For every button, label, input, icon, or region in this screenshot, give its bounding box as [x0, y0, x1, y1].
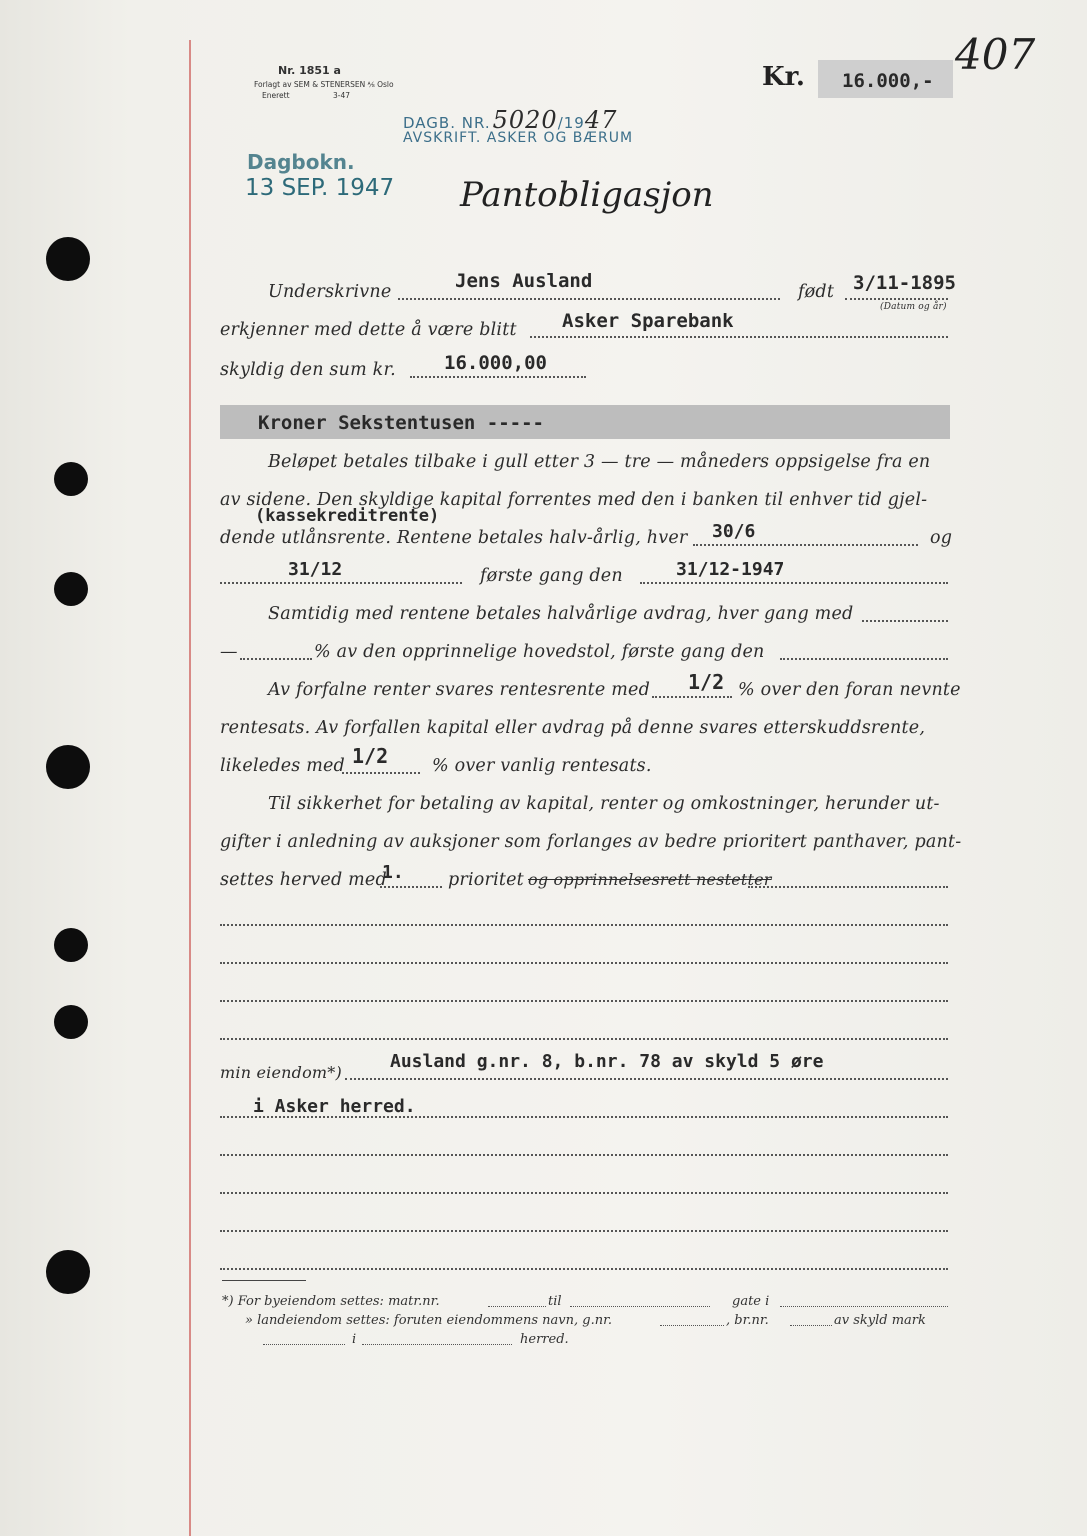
body-line: dende utlånsrente. Rentene betales halv-årlig, hver — [220, 528, 688, 548]
interest-insert: (kassekreditrente) — [255, 506, 440, 526]
amount-words: Kroner Sekstentusen ----- — [258, 412, 544, 434]
body-line: Beløpet betales tilbake i gull etter 3 — tre — måneders oppsigelse fra en — [268, 452, 931, 472]
body-line: prioritet — [448, 870, 524, 890]
penalty-rate-1: 1/2 — [688, 670, 725, 694]
binder-hole — [46, 745, 90, 789]
printer-line: Forlagt av SEM & STENERSEN ⅍ Oslo — [254, 80, 394, 89]
priority-value: 1. — [382, 862, 404, 883]
interest-date-2: 31/12 — [288, 559, 343, 580]
struck-text: og opprinnelsesrett nestetter — [528, 870, 772, 889]
erkjenner-label: erkjenner med dette å være blitt — [220, 320, 517, 340]
footnote-line: gate i — [732, 1294, 770, 1309]
property-herred: i Asker herred. — [253, 1096, 416, 1117]
amount-label: Kr. — [762, 62, 805, 92]
footnote-line: » landeiendom settes: foruten eiendommens navn, g.nr. — [245, 1313, 612, 1328]
creditor-name: Asker Sparebank — [562, 310, 734, 332]
dagb-stamp-line2: AVSKRIFT. ASKER OG BÆRUM — [403, 130, 634, 146]
binder-hole — [54, 928, 88, 962]
penalty-rate-2: 1/2 — [352, 744, 389, 768]
dagb-stamp: DAGB. NR.5020/1947 — [403, 106, 618, 134]
binder-hole — [46, 237, 90, 281]
printer-enerett: Enerett — [262, 91, 290, 100]
body-line: likeledes med — [220, 756, 345, 776]
binder-hole — [46, 1250, 90, 1294]
printer-date: 3-47 — [333, 91, 351, 100]
interest-date-1: 30/6 — [712, 521, 756, 542]
skyldig-label: skyldig den sum kr. — [220, 360, 396, 380]
binder-hole — [54, 462, 88, 496]
footnote-line: av skyld mark — [834, 1313, 926, 1328]
footnote-separator — [222, 1280, 306, 1281]
body-line: første gang den — [480, 566, 623, 586]
body-line: % av den opprinnelige hovedstol, første gang den — [314, 642, 765, 662]
footnote-line: herred. — [520, 1332, 569, 1347]
body-line: % over den foran nevnte — [738, 680, 961, 700]
amount-value: 16.000,- — [842, 70, 934, 92]
body-line: av sidene. Den skyldige kapital forrentes med den i banken til enhver tid gjel- — [220, 490, 928, 510]
body-line: Samtidig med rentene betales halvårlige avdrag, hver gang med — [268, 604, 854, 624]
body-line: og — [930, 528, 953, 548]
form-number: Nr. 1851 a — [278, 64, 341, 77]
body-line: settes herved med — [220, 870, 387, 890]
first-interest-date: 31/12-1947 — [676, 559, 785, 580]
dagbok-stamp-date: 13 SEP. 1947 — [245, 175, 395, 201]
underskrivne-label: Underskrivne — [268, 282, 392, 302]
eiendom-label: min eiendom*) — [220, 1063, 342, 1082]
body-line: Til sikkerhet for betaling av kapital, renter og omkostninger, herunder ut- — [268, 794, 940, 814]
binder-hole — [54, 1005, 88, 1039]
birth-date: 3/11-1895 — [853, 272, 956, 294]
body-line: % over vanlig rentesats. — [432, 756, 652, 776]
red-margin-line — [189, 40, 191, 1536]
footnote-line: , br.nr. — [726, 1313, 769, 1328]
page-number: 407 — [955, 30, 1036, 79]
body-line: gifter i anledning av auksjoner som forlanges av bedre prioritert panthaver, pant- — [220, 832, 962, 852]
body-line: rentesats. Av forfallen kapital eller avdrag på denne svares etterskuddsrente, — [220, 718, 926, 738]
document-title: Pantobligasjon — [460, 175, 714, 215]
dagbok-stamp-label: Dagbokn. — [247, 150, 355, 174]
footnote-line: i — [352, 1332, 357, 1347]
footnote-line: til — [548, 1294, 562, 1309]
fodt-label: født — [798, 282, 835, 302]
footnote-line: *) For byeiendom settes: matr.nr. — [222, 1294, 440, 1309]
sum-value: 16.000,00 — [444, 352, 547, 374]
body-line: — — [220, 642, 238, 662]
binder-hole — [54, 572, 88, 606]
debtor-name: Jens Ausland — [455, 270, 593, 292]
property-description: Ausland g.nr. 8, b.nr. 78 av skyld 5 øre — [390, 1051, 824, 1072]
datum-note: (Datum og år) — [880, 302, 947, 312]
body-line: Av forfalne renter svares rentesrente med — [268, 680, 650, 700]
